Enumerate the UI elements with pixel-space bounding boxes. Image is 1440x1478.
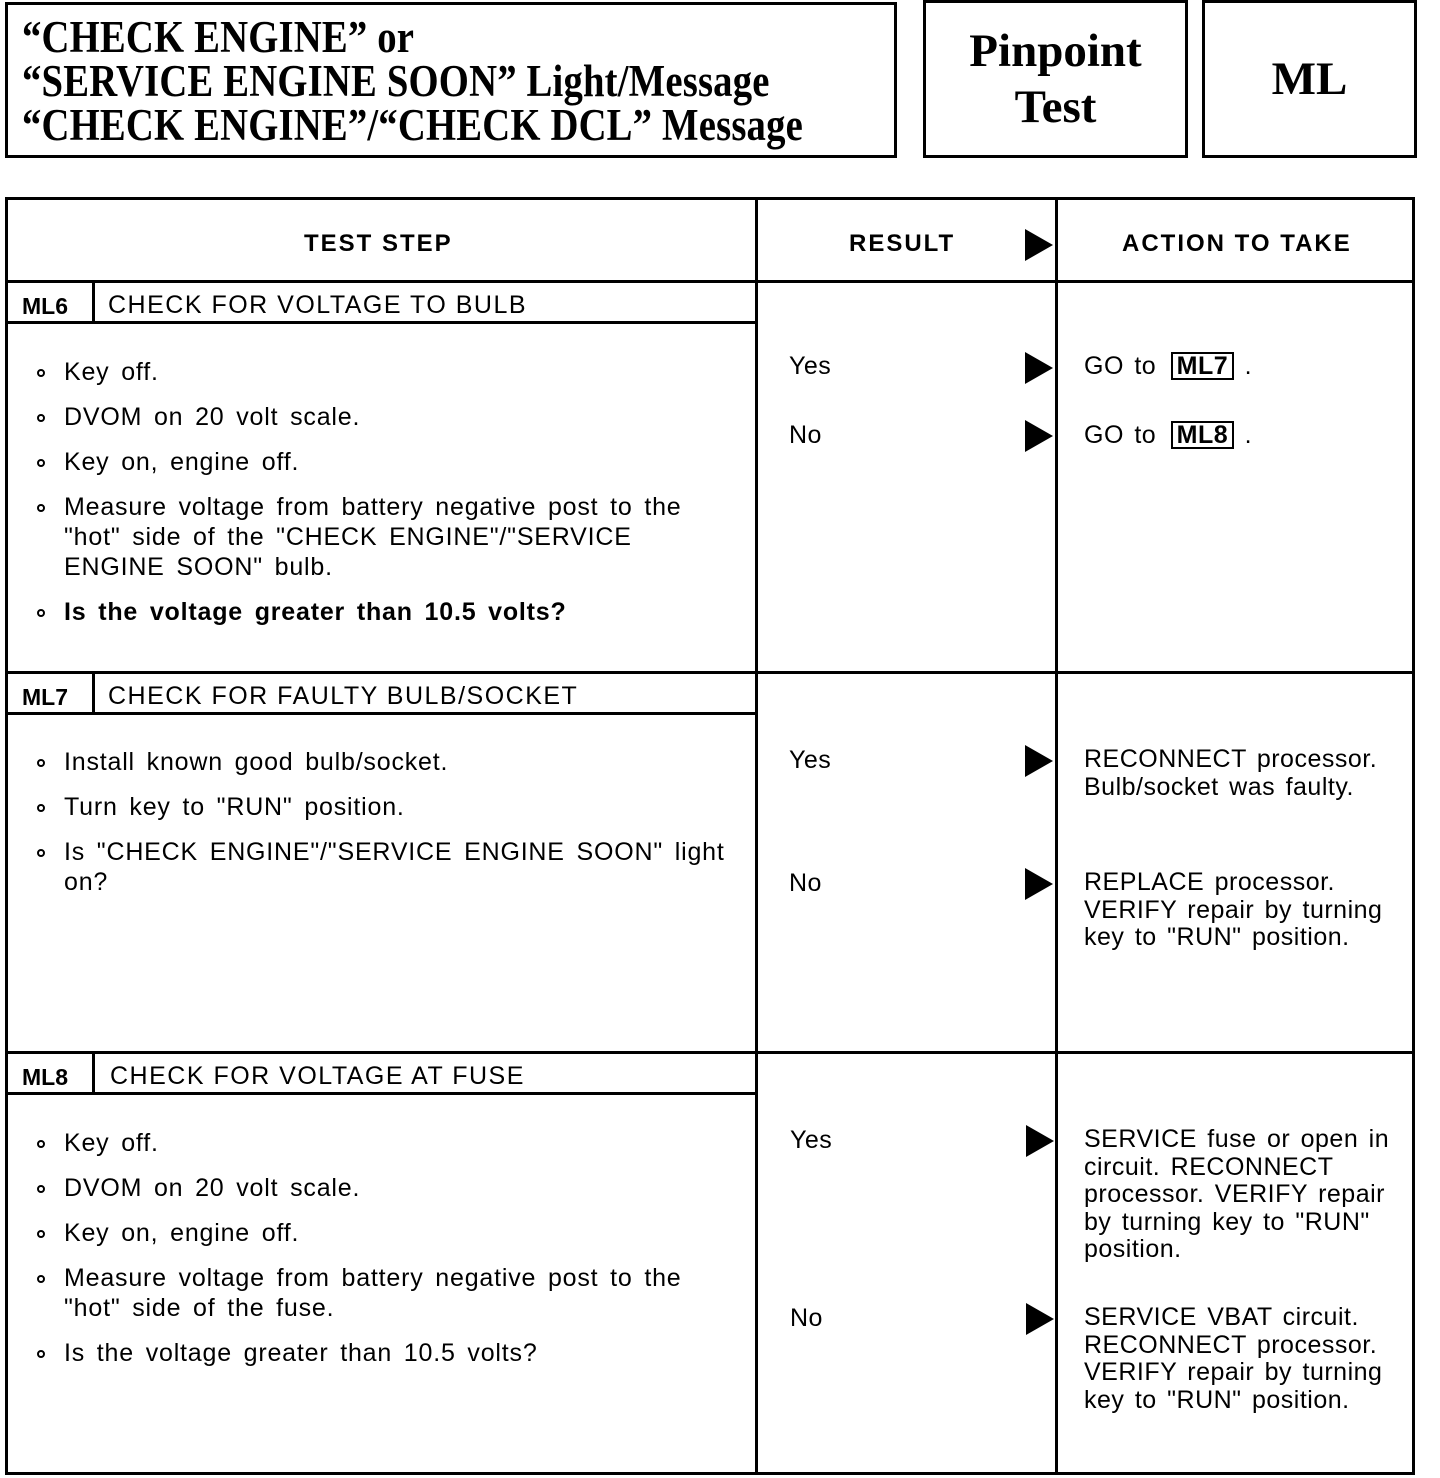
list-item: Key off. bbox=[32, 357, 732, 387]
list-item: DVOM on 20 volt scale. bbox=[32, 1173, 732, 1203]
list-item: Key off. bbox=[32, 1128, 732, 1158]
step-code: ML6 bbox=[22, 293, 68, 319]
action-suffix: . bbox=[1244, 352, 1253, 380]
header-test-step: TEST STEP bbox=[304, 230, 453, 257]
step-reference[interactable]: ML7 bbox=[1171, 352, 1235, 380]
step-instructions bbox=[32, 357, 732, 642]
result-yes: Yes bbox=[790, 1126, 833, 1154]
right-triangle-icon bbox=[1025, 352, 1053, 384]
action-text: SERVICE fuse or open in circuit. RECONNECT processor. VERIFY repair by turning key to "RUN" position. bbox=[1084, 1125, 1390, 1263]
step-instructions bbox=[32, 1128, 732, 1383]
action-prefix: GO to bbox=[1084, 421, 1157, 449]
list-item: Install known good bulb/socket. bbox=[32, 747, 732, 777]
row-divider bbox=[8, 280, 1412, 283]
result-no: No bbox=[790, 1304, 823, 1332]
step-code: ML7 bbox=[22, 684, 68, 710]
test-word: Test bbox=[1014, 81, 1097, 133]
step-reference[interactable]: ML8 bbox=[1171, 421, 1235, 449]
pinpoint-table bbox=[5, 197, 1415, 1475]
list-item: Measure voltage from battery negative post to the "hot" side of the fuse. bbox=[32, 1263, 732, 1323]
pinpoint-test-label bbox=[923, 0, 1188, 158]
title-line-1: “CHECK ENGINE” or bbox=[22, 12, 415, 62]
list-item: Is the voltage greater than 10.5 volts? bbox=[32, 1338, 732, 1368]
step-code-divider bbox=[92, 280, 95, 322]
action-text: SERVICE VBAT circuit. RECONNECT processor. VERIFY repair by turning key to "RUN" position. bbox=[1084, 1303, 1383, 1414]
step-title-divider bbox=[8, 321, 756, 324]
right-triangle-icon bbox=[1025, 868, 1053, 900]
step-title: CHECK FOR VOLTAGE AT FUSE bbox=[110, 1062, 525, 1090]
result-yes: Yes bbox=[789, 746, 832, 774]
step-instructions bbox=[32, 747, 732, 912]
list-item: Is the voltage greater than 10.5 volts? bbox=[32, 597, 732, 627]
action-text bbox=[1084, 421, 1404, 450]
column-divider bbox=[755, 200, 758, 1472]
pinpoint-word: Pinpoint bbox=[969, 25, 1142, 77]
column-divider bbox=[1055, 200, 1058, 1472]
right-triangle-icon bbox=[1025, 420, 1053, 452]
step-code-divider bbox=[92, 1051, 95, 1093]
list-item: Key on, engine off. bbox=[32, 447, 732, 477]
step-title: CHECK FOR VOLTAGE TO BULB bbox=[108, 291, 528, 319]
step-title: CHECK FOR FAULTY BULB/SOCKET bbox=[108, 682, 579, 710]
right-triangle-icon bbox=[1026, 1125, 1054, 1157]
row-divider bbox=[8, 671, 1412, 674]
title-line-3: “CHECK ENGINE”/“CHECK DCL” Message bbox=[22, 100, 803, 150]
list-item: Turn key to "RUN" position. bbox=[32, 792, 732, 822]
list-item: DVOM on 20 volt scale. bbox=[32, 402, 732, 432]
test-code-box bbox=[1202, 0, 1417, 158]
action-suffix: . bbox=[1244, 421, 1253, 449]
header-action: ACTION TO TAKE bbox=[1122, 230, 1352, 257]
list-item: Key on, engine off. bbox=[32, 1218, 732, 1248]
step-code: ML8 bbox=[22, 1064, 68, 1090]
right-triangle-icon bbox=[1025, 745, 1053, 777]
header-result: RESULT bbox=[849, 230, 956, 257]
list-item: Is "CHECK ENGINE"/"SERVICE ENGINE SOON" light on? bbox=[32, 837, 732, 897]
test-code: ML bbox=[1271, 53, 1348, 105]
action-prefix: GO to bbox=[1084, 352, 1157, 380]
action-text bbox=[1084, 352, 1404, 381]
list-item: Measure voltage from battery negative post to the "hot" side of the "CHECK ENGINE"/"SERVICE ENGINE SOON" bulb. bbox=[32, 492, 732, 582]
right-triangle-icon bbox=[1026, 1303, 1054, 1335]
page-title bbox=[5, 2, 897, 158]
result-no: No bbox=[789, 421, 822, 449]
action-text: REPLACE processor. VERIFY repair by turning key to "RUN" position. bbox=[1084, 868, 1383, 951]
result-yes: Yes bbox=[789, 352, 832, 380]
right-triangle-icon bbox=[1025, 229, 1053, 261]
step-title-divider bbox=[8, 1092, 756, 1095]
action-text: RECONNECT processor. Bulb/socket was faulty. bbox=[1084, 745, 1378, 801]
title-line-2: “SERVICE ENGINE SOON” Light/Message bbox=[22, 56, 770, 106]
result-no: No bbox=[789, 869, 822, 897]
step-code-divider bbox=[92, 671, 95, 713]
step-title-divider bbox=[8, 712, 756, 715]
row-divider bbox=[8, 1051, 1412, 1054]
